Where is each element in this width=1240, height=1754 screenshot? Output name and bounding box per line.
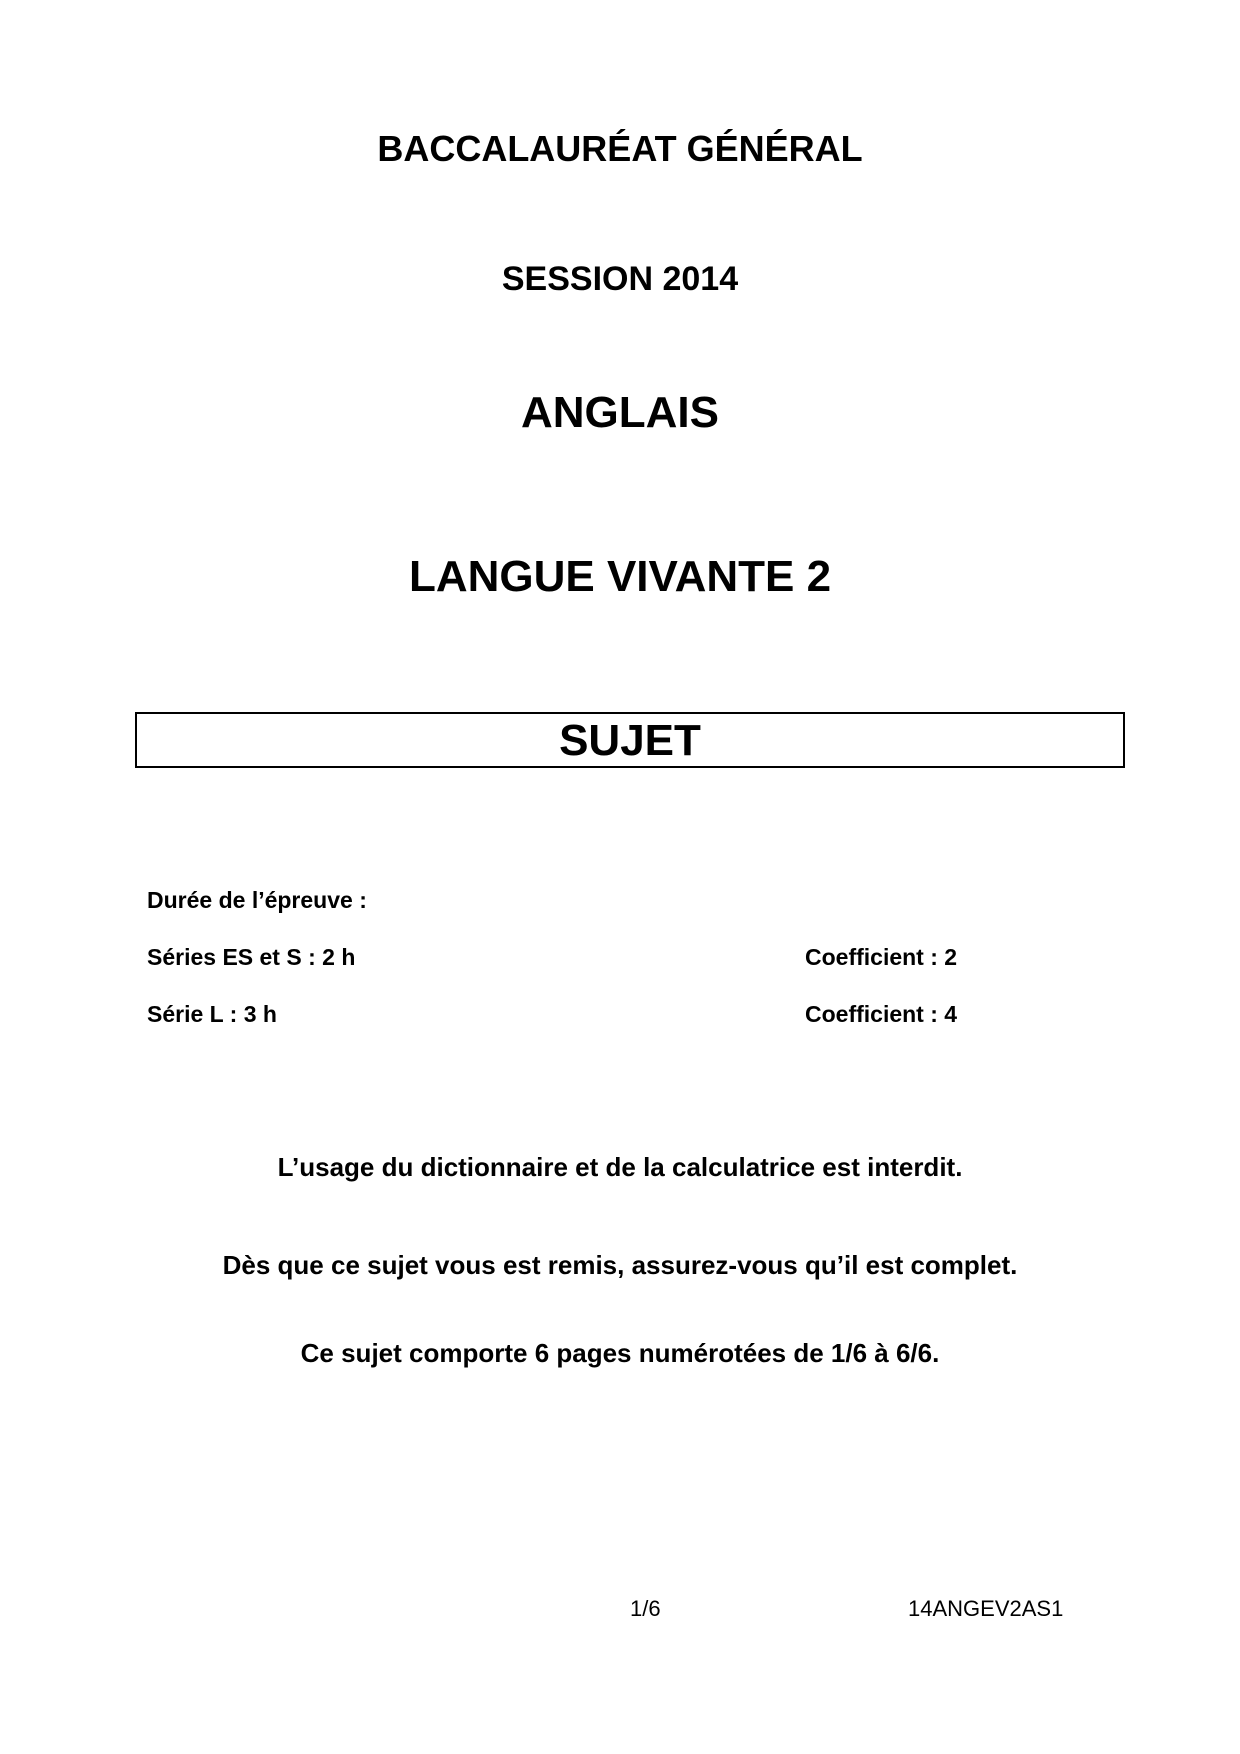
document-code: 14ANGEV2AS1 [908,1596,1064,1621]
sujet-box [135,712,1125,768]
page-number: 1/6 [630,1596,661,1621]
rule-no-dictionary: L’usage du dictionnaire et de la calculatrice est interdit. [277,1152,963,1182]
series-es-s-duration: Séries ES et S : 2 h [147,944,356,970]
series-l-duration: Série L : 3 h [147,1001,277,1027]
duration-label: Durée de l’épreuve : [147,887,367,913]
series-es-s-coefficient: Coefficient : 2 [805,944,958,970]
language-level: LANGUE VIVANTE 2 [408,552,832,601]
exam-title: BACCALAURÉAT GÉNÉRAL [377,128,863,169]
series-l-coefficient: Coefficient : 4 [805,1001,958,1027]
rule-check-complete: Dès que ce sujet vous est remis, assurez-vous qu’il est complet. [222,1250,1018,1280]
rule-page-count: Ce sujet comporte 6 pages numérotées de 1/6 à 6/6. [300,1338,940,1368]
subject-title: ANGLAIS [521,388,719,437]
session-year: SESSION 2014 [501,260,739,298]
sujet-label: SUJET [559,716,701,765]
